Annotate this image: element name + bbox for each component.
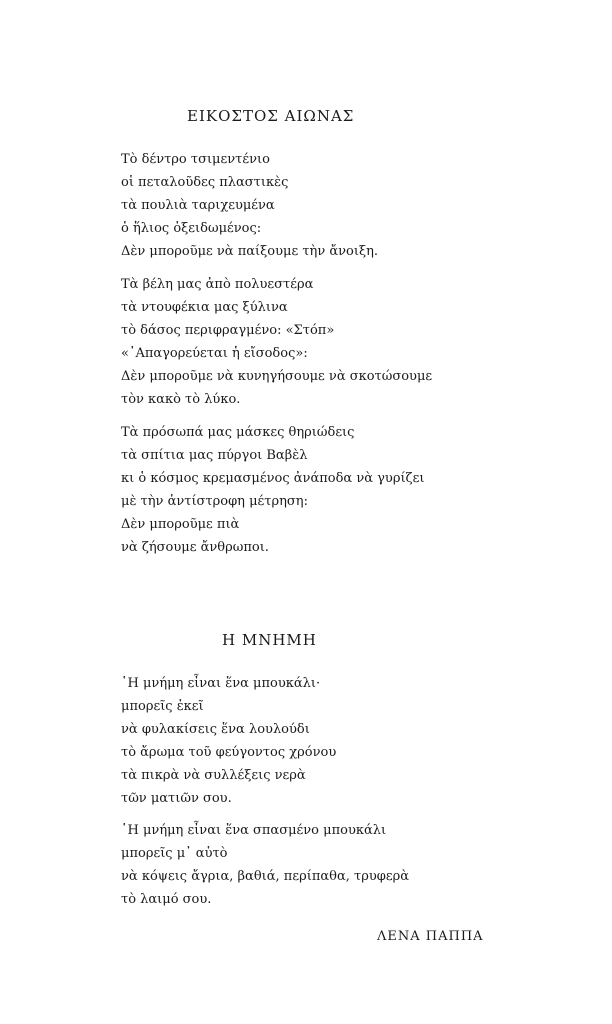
- verse-line: τὸ δάσος περιφραγμένο: «Στόπ»: [121, 323, 335, 338]
- poem-2-stanza-2: [121, 819, 409, 911]
- poem-1-stanza-3: [121, 421, 424, 559]
- verse-line: Τὰ πρόσωπά μας μάσκες θηριώδεις: [121, 425, 355, 440]
- author-name: ΛΕΝΑ ΠΑΠΠΑ: [377, 929, 484, 944]
- verse-line: «᾿Απαγορεύεται ἡ εἴσοδος»:: [121, 346, 308, 361]
- verse-line: οἱ πεταλοῦδες πλαστικὲς: [121, 175, 289, 190]
- verse-line: ῾Η μνήμη εἶναι ἕνα μπουκάλι·: [121, 676, 321, 691]
- poem-1-stanza-2: [121, 273, 432, 411]
- verse-line: ῾Η μνήμη εἶναι ἕνα σπασμένο μπουκάλι: [121, 823, 387, 838]
- verse-line: μπορεῖς μ᾿ αὐτὸ: [121, 846, 228, 861]
- verse-line: τῶν ματιῶν σου.: [121, 791, 232, 806]
- verse-line: τὰ σπίτια μας πύργοι Βαβὲλ: [121, 448, 308, 463]
- verse-line: νὰ φυλακίσεις ἕνα λουλούδι: [121, 722, 310, 737]
- verse-line: μὲ τὴν ἀντίστροφη μέτρηση:: [121, 494, 308, 509]
- verse-line: Τὸ δέντρο τσιμεντένιο: [121, 152, 270, 167]
- verse-line: ὁ ἥλιος ὀξειδωμένος:: [121, 221, 262, 236]
- verse-line: μπορεῖς ἐκεῖ: [121, 699, 204, 714]
- verse-line: τὰ πικρὰ νὰ συλλέξεις νερὰ: [121, 768, 306, 783]
- verse-line: κι ὁ κόσμος κρεμασμένος ἀνάποδα νὰ γυρίζει: [121, 471, 425, 486]
- verse-line: Δὲν μποροῦμε νὰ παίξουμε τὴν ἄνοιξη.: [121, 244, 379, 259]
- poem-2-stanza-1: [121, 672, 336, 810]
- verse-line: νὰ κόψεις ἄγρια, βαθιά, περίπαθα, τρυφερὰ: [121, 869, 410, 884]
- verse-line: νὰ ζήσουμε ἄνθρωποι.: [121, 540, 269, 555]
- poem-1-stanza-1: [121, 148, 378, 263]
- verse-line: Δὲν μποροῦμε νὰ κυνηγήσουμε νὰ σκοτώσουμε: [121, 369, 433, 384]
- poem-title-i-mnimi: Η ΜΝΗΜΗ: [222, 631, 317, 649]
- poem-title-eikostos-aionas: ΕΙΚΟΣΤΟΣ ΑΙΩΝΑΣ: [187, 107, 355, 125]
- verse-line: Τὰ βέλη μας ἀπὸ πολυεστέρα: [121, 277, 314, 292]
- verse-line: τὸ λαιμό σου.: [121, 892, 212, 907]
- verse-line: τὸ ἄρωμα τοῦ φεύγοντος χρόνου: [121, 745, 337, 760]
- verse-line: Δὲν μποροῦμε πιὰ: [121, 517, 240, 532]
- verse-line: τὰ πουλιὰ ταριχευμένα: [121, 198, 275, 213]
- verse-line: τὰ ντουφέκια μας ξύλινα: [121, 300, 288, 315]
- verse-line: τὸν κακὸ τὸ λύκο.: [121, 392, 241, 407]
